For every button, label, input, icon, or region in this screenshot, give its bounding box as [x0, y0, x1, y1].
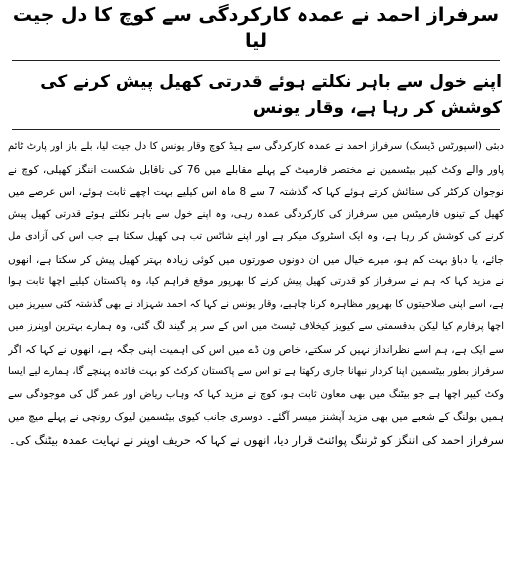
body-line: کرنے کی کوشش کر رہا ہے، وہ ایک اسٹروک میکر ہے اور اپنے شاٹس تب ہی کھیل سکتا ہے جب اس کی آزادی مل	[8, 231, 504, 242]
body-line: سے ایک ہے، ہم اسے نظرانداز نہیں کر سکتے، خاص ون ڈے میں اس کی اہمیت اپنی جگہ ہے، انھوں نے کہا کہ اگر	[8, 343, 504, 356]
article-body	[8, 136, 504, 451]
body-line: ہے، اسے اپنی صلاحیتوں کا بھرپور مظاہرہ کرنا چاہیے، وقار یونس نے کہا کہ احمد شہزاد نے بھی گذشتہ کئی سیریز میں	[8, 298, 504, 310]
article-headline: سرفراز احمد نے عمدہ کارکردگی سے کوچ کا دل جیت لیا	[12, 4, 500, 52]
body-line: اچھا پرفارم کیا لیکن بدقسمتی سے کیویز کیخلاف ٹیسٹ میں اس کے سر پر گیند لگ گئی، وہ ہمارے بہترین اوپنرز میں	[8, 321, 504, 332]
subheadline-divider	[12, 129, 500, 130]
headline-divider	[12, 60, 500, 61]
body-line: دبئی (اسپورٹس ڈیسک) سرفراز احمد نے عمدہ کارکردگی سے ہیڈ کوچ وقار یونس کا دل جیت لیا، بلے باز اور پارٹ ٹائم	[8, 141, 504, 152]
body-line: کھیل کے تینوں فارمیٹس میں سرفراز کی کارکردگی عمدہ رہی، وہ اپنے خول سے باہر نکلتے ہوئے قدرتی کھیل پیش	[8, 208, 504, 220]
body-line: نوجوان کرکٹر کی ستائش کرتے ہوئے کہا کہ گذشتہ 7 سے 8 ماہ اس کیلیے بہت اچھے ثابت ہوئے، اس عرصے میں	[8, 186, 504, 198]
body-line: پاور والے وکٹ کیپر بیٹسمین نے مختصر فارمیٹ کے پہلے مقابلے میں 76 کی ناقابل شکست اننگز کھیلی، کوچ نے	[8, 163, 504, 176]
body-line: وکٹ کیپر اچھا ہے جو بیٹنگ میں بھی معاون ثابت ہو، کوچ نے مزید کہا کہ وہاب ریاض اور عمر گل کی موجودگی سے	[8, 388, 504, 400]
body-line: سرفراز بطور بیٹسمین اپنا کردار نبھانا جاری رکھتا ہے تو اس سے پاکستان کرکٹ کو بہت فائدہ پہنچے گا، ہمارے لیے ایسا	[8, 366, 504, 377]
body-line: جائے، یا دباؤ بہت کم ہو، میرے خیال میں ان دونوں صورتوں میں کوئی زیادہ بہتر کھیل پیش کر سکتا ہے، انھوں	[8, 253, 504, 266]
article-subheadline: اپنے خول سے باہر نکلتے ہوئے قدرتی کھیل پیش کرنے کی کوشش کر رہا ہے، وقار یونس	[40, 72, 502, 118]
body-line: نے مزید کہا کہ ہم نے سرفراز کو قدرتی کھیل پیش کرنے کا بھرپور موقع فراہم کیا، وہ پاکستان کیلیے اچھا ثابت ہوا	[8, 276, 504, 287]
body-line: سرفراز احمد کی اننگز کو ٹرننگ پوائنٹ قرار دیا، انھوں نے کہا کہ حریف اوپنر نے نہایت عمدہ بیٹنگ کی۔	[8, 432, 504, 447]
body-line: ہمیں بولنگ کے شعبے میں بھی مزید آپشنز میسر آگئے۔ دوسری جانب کیوی بیٹسمین لیوک رونچی نے پہلے میچ میں	[8, 411, 504, 423]
